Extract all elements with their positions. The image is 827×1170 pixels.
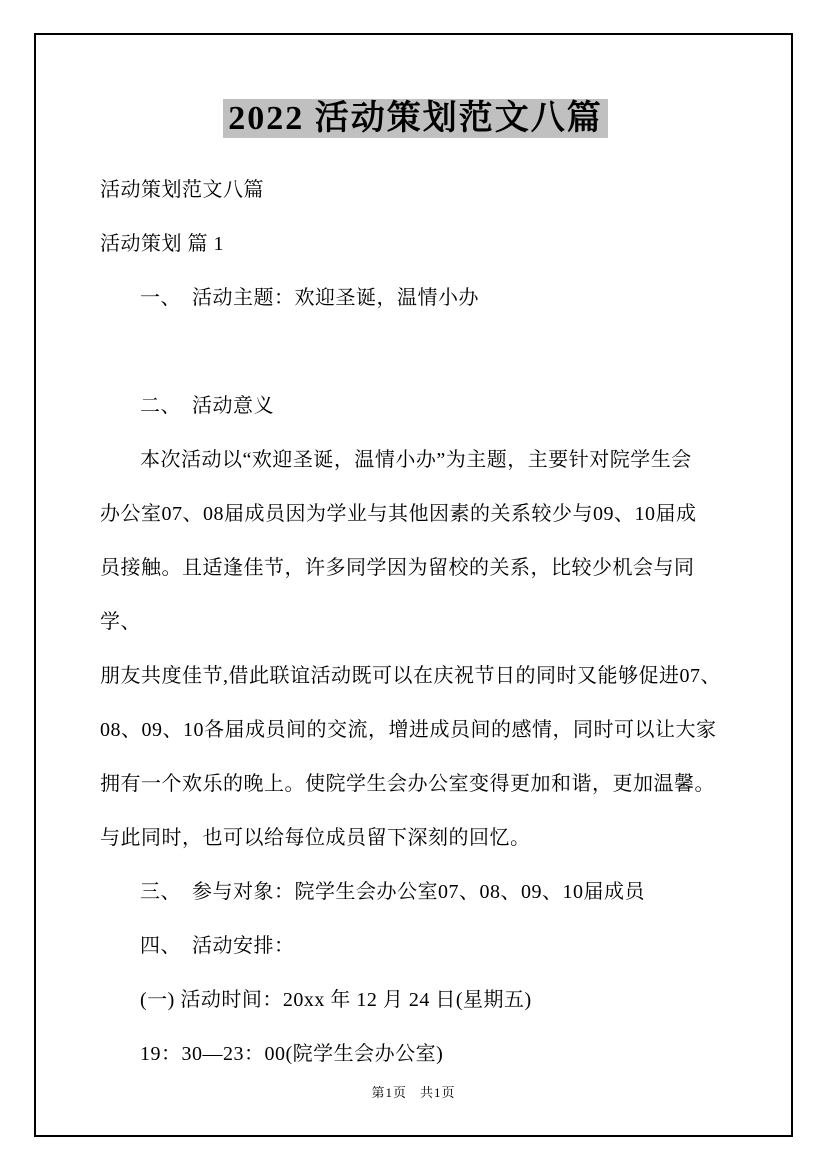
paragraph-line: 朋友共度佳节,借此联谊活动既可以在庆祝节日的同时又能够促进07、 — [100, 665, 721, 687]
document-title — [100, 97, 731, 141]
title-highlight: 2022 活动策划范文八篇 — [223, 99, 608, 138]
footer-current-page: 第1页 — [371, 1085, 407, 1100]
page-footer — [36, 1084, 791, 1102]
paragraph-line: 19：30—23：00(院学生会办公室) — [140, 1043, 444, 1065]
paragraph-line: 员接触。且适逢佳节，许多同学因为留校的关系，比较少机会与同学、 — [100, 557, 695, 633]
paragraph-line: 二、 活动意义 — [140, 395, 274, 417]
paragraph-line: 一、 活动主题：欢迎圣诞，温情小办 — [140, 287, 479, 309]
paragraph-line: 活动策划 篇 1 — [100, 233, 224, 255]
footer-total-pages: 共1页 — [420, 1085, 456, 1100]
paragraph-line: 拥有一个欢乐的晚上。使院学生会办公室变得更加和谐，更加温馨。 — [100, 773, 715, 795]
paragraph-line — [100, 325, 731, 379]
paragraph-line: 与此同时，也可以给每位成员留下深刻的回忆。 — [100, 827, 531, 849]
document-body — [100, 163, 731, 1081]
page-border — [34, 33, 793, 1137]
paragraph-line: (一) 活动时间：20xx 年 12 月 24 日(星期五) — [140, 989, 532, 1011]
paragraph-line: 四、 活动安排： — [140, 935, 295, 957]
paragraph-line: 08、09、10各届成员间的交流，增进成员间的感情，同时可以让大家 — [100, 719, 717, 741]
paragraph-line: 三、 参与对象：院学生会办公室07、08、09、10届成员 — [140, 881, 645, 903]
paragraph-line: 活动策划范文八篇 — [100, 179, 264, 201]
paragraph-line: 本次活动以“欢迎圣诞，温情小办”为主题，主要针对院学生会 — [140, 449, 692, 471]
paragraph-line: 办公室07、08届成员因为学业与其他因素的关系较少与09、10届成 — [100, 503, 697, 525]
